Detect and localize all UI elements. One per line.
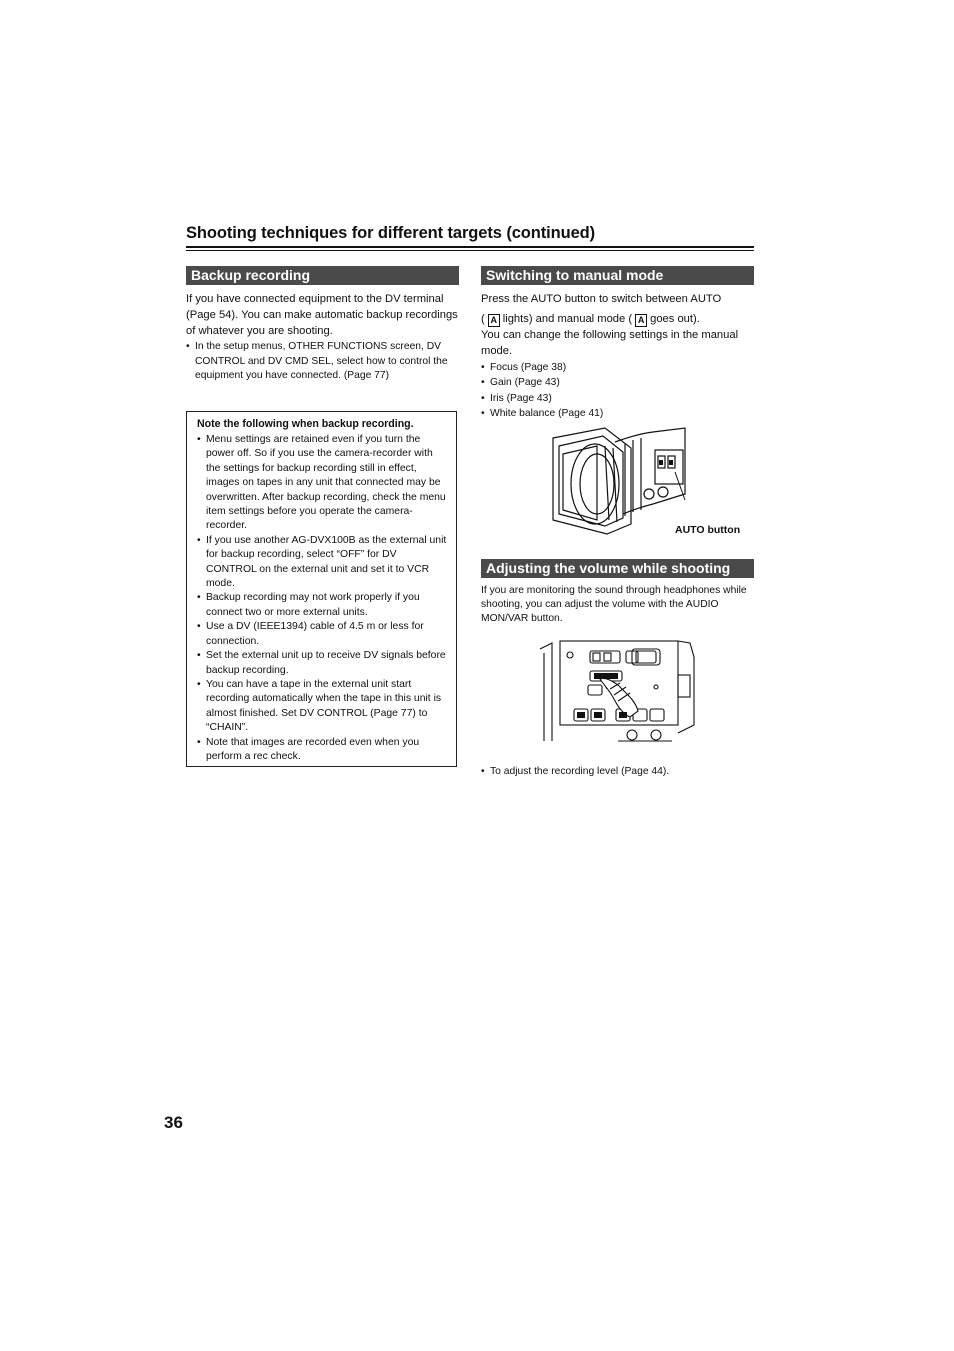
note-list bbox=[197, 433, 448, 764]
list-item: • Note that images are recorded even when you perform a rec check. bbox=[197, 736, 448, 765]
manual-line1: Press the AUTO button to switch between AUTO bbox=[481, 293, 722, 305]
lights-text: lights) and manual mode ( bbox=[502, 313, 633, 325]
list-item: • White balance (Page 41) bbox=[481, 406, 753, 421]
backup-intro: If you have connected equipment to the DV terminal (Page 54). You can make automatic backup recordings of whatever you are shooting. bbox=[186, 293, 458, 337]
auto-button-caption: AUTO button bbox=[675, 524, 741, 536]
list-item: • Backup recording may not work properly if you connect two or more external units. bbox=[197, 591, 448, 620]
list-item: • Iris (Page 43) bbox=[481, 391, 753, 406]
manual-section-heading: Switching to manual mode bbox=[481, 266, 754, 285]
list-item: • You can have a tape in the external unit start recording automatically when the tape in this unit is almost finished. Set DV CONTROL (Page 77) to “CHAIN”. bbox=[197, 678, 448, 736]
heading-rule-thick bbox=[186, 246, 754, 248]
list-item: • Set the external unit up to receive DV signals before backup recording. bbox=[197, 649, 448, 678]
list-item: • Use a DV (IEEE1394) cable of 4.5 m or less for connection. bbox=[197, 620, 448, 649]
volume-text: If you are monitoring the sound through headphones while shooting, you can adjust the volume with the AUDIO MON/VAR button. bbox=[481, 585, 747, 625]
auto-mode-indicator-icon: A bbox=[635, 314, 647, 327]
volume-section-heading: Adjusting the volume while shooting bbox=[481, 559, 754, 578]
list-item: • Menu settings are retained even if you turn the power off. So if you use the camera-recorder with the settings for backup recording still in effect, images on tapes in any unit that connected may be overwritten. After backup recording, check the menu item settings before you operate the camera-recorder. bbox=[197, 433, 448, 534]
backup-section-heading: Backup recording bbox=[186, 266, 459, 285]
manual-settings-list bbox=[481, 360, 753, 421]
backup-bullet-list bbox=[186, 340, 458, 384]
heading-rule-thin bbox=[186, 250, 754, 251]
note-title: Note the following when backup recording. bbox=[197, 418, 414, 430]
goes-out-text: goes out). bbox=[650, 313, 700, 325]
list-item: • Gain (Page 43) bbox=[481, 375, 753, 390]
auto-mode-indicator-icon: A bbox=[488, 314, 500, 327]
list-item: • If you use another AG-DVX100B as the external unit for backup recording, select “OFF” for DV CONTROL on the external unit and set it to VCR mode. bbox=[197, 534, 448, 592]
page-number: 36 bbox=[164, 1113, 183, 1132]
list-item: • Focus (Page 38) bbox=[481, 360, 753, 375]
list-item: • In the setup menus, OTHER FUNCTIONS screen, DV CONTROL and DV CMD SEL, select how to control the equipment you have connected. (Page 77) bbox=[186, 340, 458, 384]
page-title: Shooting techniques for different targets (continued) bbox=[186, 224, 596, 242]
list-item: • To adjust the recording level (Page 44). bbox=[481, 765, 753, 780]
open-paren: ( bbox=[481, 313, 485, 325]
backup-note-box bbox=[186, 411, 457, 767]
camera-panel-illustration bbox=[538, 637, 698, 743]
manual-line3: You can change the following settings in the manual mode. bbox=[481, 329, 739, 357]
manual-line2 bbox=[481, 311, 756, 327]
camera-lens-illustration bbox=[545, 424, 690, 538]
volume-bullet-list bbox=[481, 765, 753, 780]
